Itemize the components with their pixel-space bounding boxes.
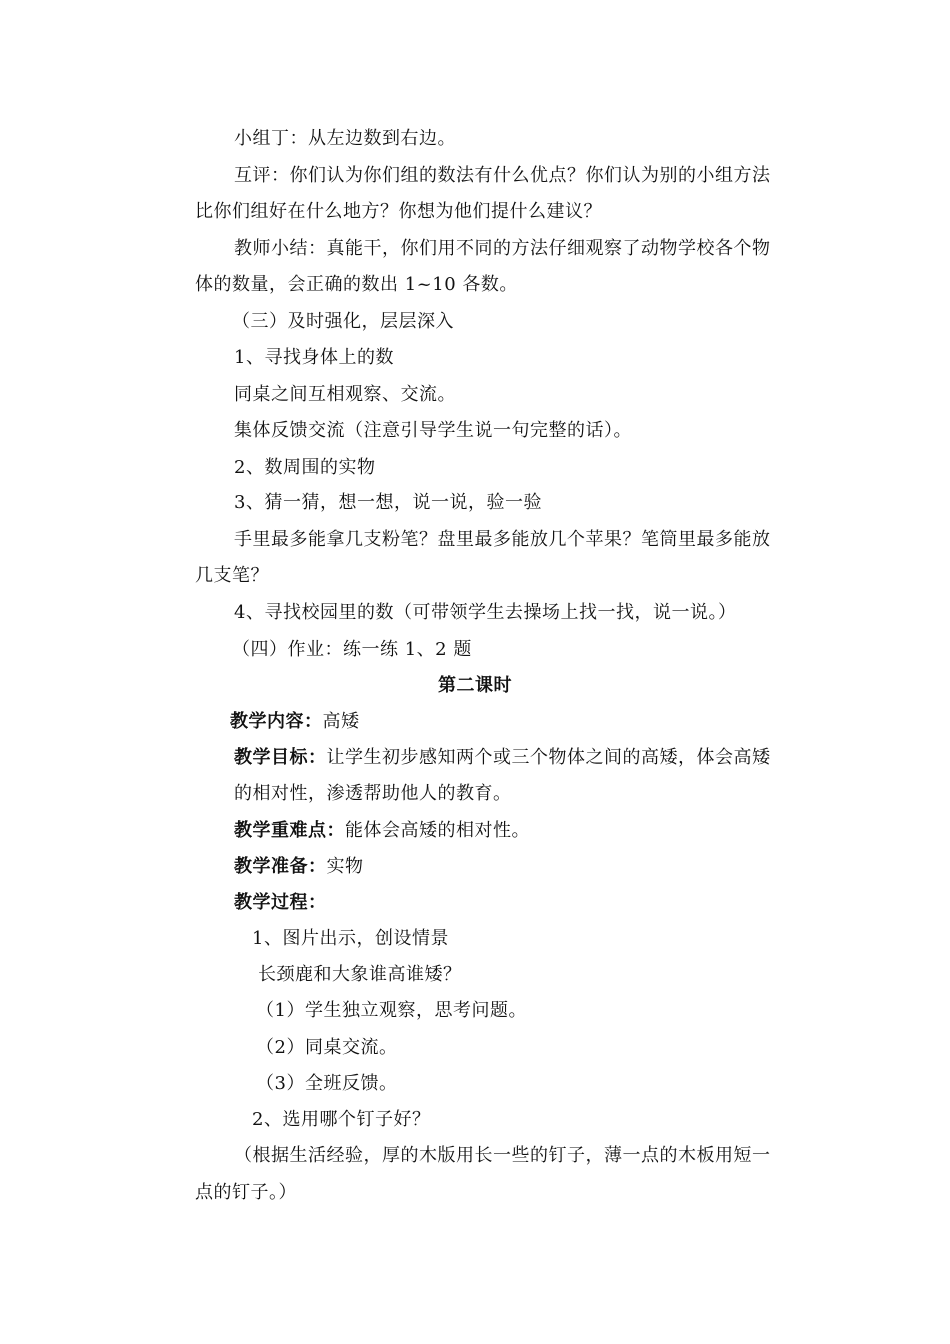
field-value: 实物 [326, 856, 364, 877]
text-line: 集体反馈交流（注意引导学生说一句完整的话）。 [234, 420, 632, 441]
text-line: 教师小结：真能干，你们用不同的方法仔细观察了动物学校各个物 [234, 238, 771, 259]
field-value: 让学生初步感知两个或三个物体之间的高矮，体会高矮 [326, 747, 771, 768]
field-label: 教学重难点： [234, 820, 345, 841]
lesson-goal-continued: 的相对性，渗透帮助他人的教育。 [234, 783, 512, 804]
lesson-heading: 第二课时 [438, 675, 512, 696]
text-line: 3、猜一猜，想一想，说一说，验一验 [234, 492, 542, 513]
step-line: （3）全班反馈。 [256, 1073, 398, 1094]
field-value: 高矮 [322, 711, 360, 732]
lesson-key-points [234, 818, 530, 844]
field-label: 教学目标： [234, 747, 327, 768]
section-heading: （三）及时强化，层层深入 [232, 311, 454, 332]
field-value: 能体会高矮的相对性。 [345, 820, 530, 841]
text-line: 同桌之间互相观察、交流。 [234, 384, 456, 405]
text-line: 体的数量，会正确的数出 1~10 各数。 [195, 274, 518, 295]
text-line: 2、数周围的实物 [234, 457, 376, 478]
text-line: 手里最多能拿几支粉笔？盘里最多能放几个苹果？笔筒里最多能放 [234, 529, 771, 550]
text-line: 4、寻找校园里的数（可带领学生去操场上找一找，说一说。） [234, 602, 737, 623]
step-line: 2、选用哪个钉子好？ [252, 1109, 431, 1130]
step-line: 1、图片出示，创设情景 [252, 928, 449, 949]
lesson-goal [234, 745, 771, 771]
lesson-content [230, 709, 360, 735]
text-line: 1、寻找身体上的数 [234, 347, 394, 368]
section-heading: （四）作业：练一练 1、2 题 [232, 639, 472, 660]
field-label: 教学准备： [234, 856, 327, 877]
step-line: 长颈鹿和大象谁高谁矮？ [258, 964, 462, 985]
lesson-process-label: 教学过程： [234, 892, 327, 913]
text-line: 小组丁：从左边数到右边。 [234, 128, 456, 149]
text-line: 互评：你们认为你们组的数法有什么优点？你们认为别的小组方法 [234, 165, 771, 186]
step-line: （1）学生独立观察，思考问题。 [256, 1000, 527, 1021]
field-label: 教学内容： [230, 711, 323, 732]
step-line: 点的钉子。） [195, 1182, 297, 1203]
step-line: （2）同桌交流。 [256, 1037, 398, 1058]
lesson-preparation [234, 854, 364, 880]
text-line: 比你们组好在什么地方？你想为他们提什么建议？ [195, 201, 602, 222]
step-line: （根据生活经验，厚的木版用长一些的钉子，薄一点的木板用短一 [234, 1145, 771, 1166]
text-line: 几支笔？ [195, 565, 269, 586]
